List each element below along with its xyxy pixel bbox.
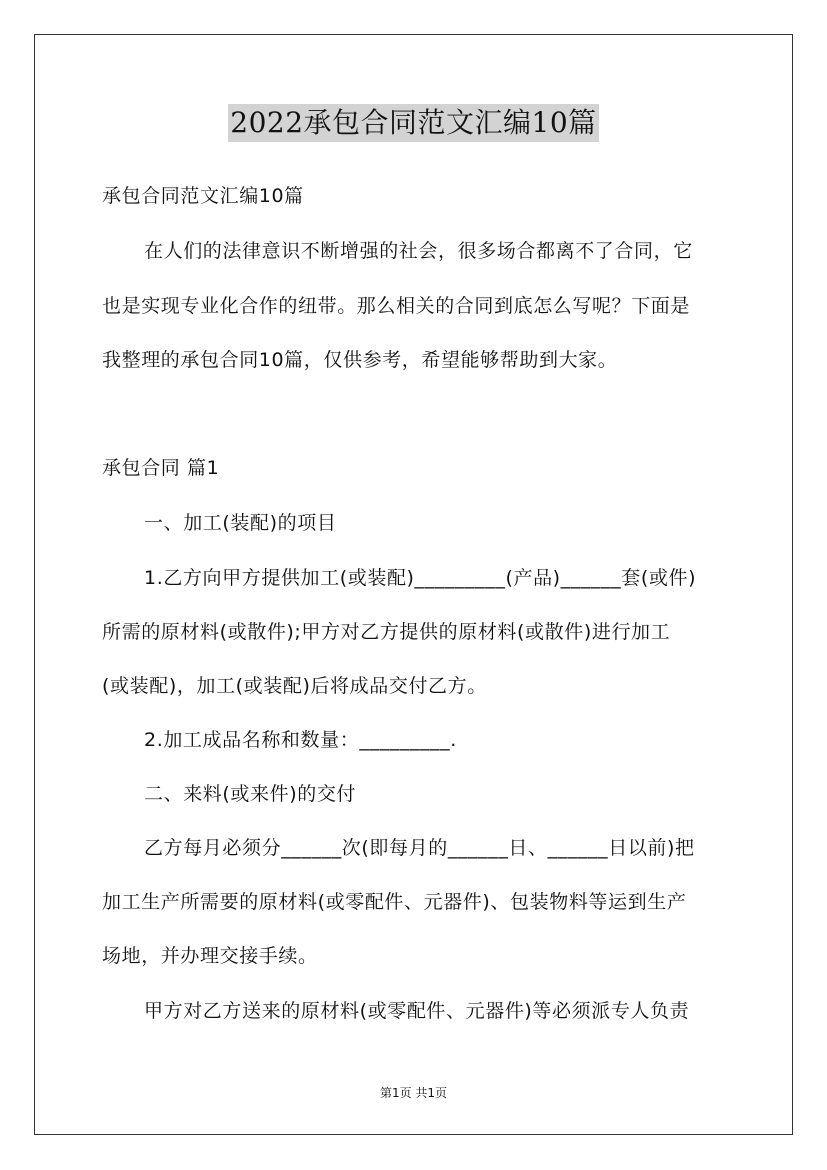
paragraph-line: 加工生产所需要的原材料(或零配件、元器件)、包装物料等运到生产 [102,891,687,913]
subtitle-line: 承包合同范文汇编10篇 [102,185,304,207]
paragraph-line: 在人们的法律意识不断增强的社会，很多场合都离不了合同，它 [144,240,693,262]
document-title: 2022承包合同范文汇编10篇 [228,104,598,142]
clause-heading: 二、来料(或来件)的交付 [144,783,357,805]
title-container [0,104,827,142]
page-footer: 第1页 共1页 [379,1086,448,1100]
section-heading: 承包合同 篇1 [102,457,220,479]
paragraph-line: 乙方每月必须分______次(即每月的______日、______日以前)把 [144,837,695,859]
paragraph-line: 1.乙方向甲方提供加工(或装配)_________(产品)______套(或件) [144,567,697,589]
paragraph-line: 2.加工成品名称和数量：_________. [144,729,457,751]
paragraph-line: 也是实现专业化合作的纽带。那么相关的合同到底怎么写呢？下面是 [102,295,691,317]
paragraph-line: 所需的原材料(或散件);甲方对乙方提供的原材料(或散件)进行加工 [102,621,671,643]
paragraph-line: (或装配)，加工(或装配)后将成品交付乙方。 [102,675,487,697]
paragraph-line: 甲方对乙方送来的原材料(或零配件、元器件)等必须派专人负责 [144,1000,690,1022]
clause-heading: 一、加工(装配)的项目 [144,512,337,534]
paragraph-line: 场地，并办理交接手续。 [102,945,318,967]
paragraph-line: 我整理的承包合同10篇，仅供参考，希望能够帮助到大家。 [102,349,618,371]
